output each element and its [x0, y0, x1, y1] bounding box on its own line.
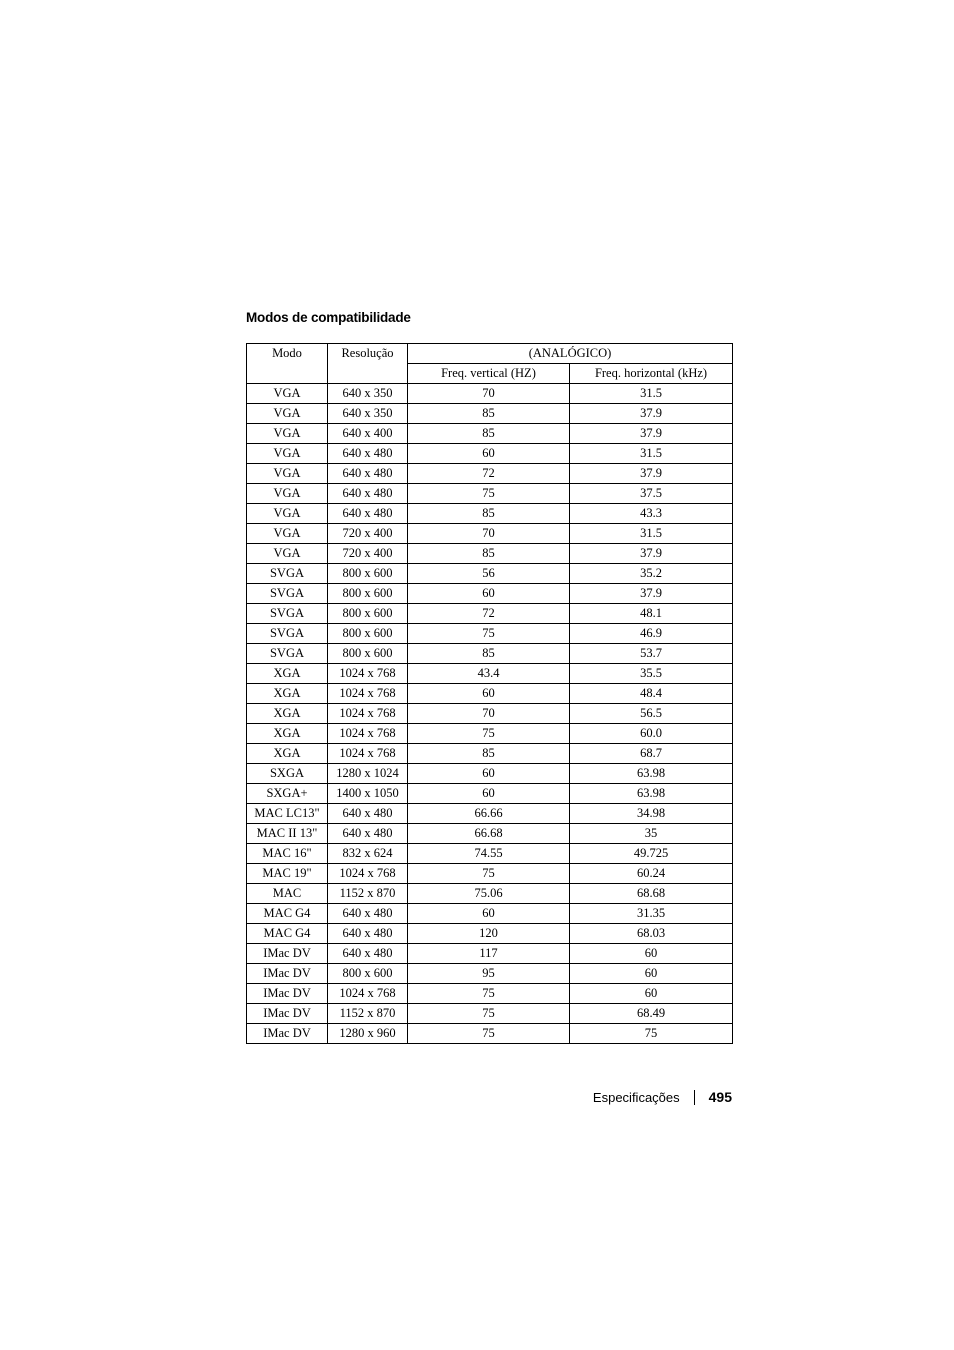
cell-resolution: 640 x 350 [328, 404, 408, 424]
cell-mode: SVGA [247, 604, 328, 624]
cell-vertical-freq: 60 [408, 784, 570, 804]
cell-mode: MAC G4 [247, 904, 328, 924]
cell-horizontal-freq: 75 [570, 1024, 733, 1044]
cell-vertical-freq: 60 [408, 684, 570, 704]
cell-resolution: 720 x 400 [328, 544, 408, 564]
cell-vertical-freq: 85 [408, 744, 570, 764]
header-horizontal-freq: Freq. horizontal (kHz) [570, 364, 733, 384]
cell-horizontal-freq: 37.9 [570, 584, 733, 604]
section-title: Modos de compatibilidade [246, 310, 411, 325]
table-row [247, 824, 733, 844]
table-row [247, 404, 733, 424]
header-analog-group: (ANALÓGICO) [408, 344, 733, 364]
cell-resolution: 640 x 480 [328, 504, 408, 524]
table-row [247, 904, 733, 924]
cell-resolution: 1024 x 768 [328, 744, 408, 764]
cell-vertical-freq: 75 [408, 724, 570, 744]
cell-horizontal-freq: 31.5 [570, 444, 733, 464]
table-row [247, 944, 733, 964]
cell-horizontal-freq: 53.7 [570, 644, 733, 664]
cell-mode: SVGA [247, 584, 328, 604]
cell-horizontal-freq: 48.1 [570, 604, 733, 624]
cell-vertical-freq: 60 [408, 584, 570, 604]
cell-resolution: 800 x 600 [328, 604, 408, 624]
cell-mode: VGA [247, 424, 328, 444]
cell-vertical-freq: 95 [408, 964, 570, 984]
cell-vertical-freq: 70 [408, 704, 570, 724]
cell-horizontal-freq: 60 [570, 964, 733, 984]
cell-horizontal-freq: 43.3 [570, 504, 733, 524]
cell-vertical-freq: 75.06 [408, 884, 570, 904]
cell-mode: VGA [247, 544, 328, 564]
cell-horizontal-freq: 60 [570, 944, 733, 964]
cell-vertical-freq: 85 [408, 544, 570, 564]
cell-vertical-freq: 120 [408, 924, 570, 944]
table-body [247, 384, 733, 1044]
cell-resolution: 800 x 600 [328, 964, 408, 984]
cell-resolution: 640 x 480 [328, 924, 408, 944]
cell-mode: IMac DV [247, 984, 328, 1004]
cell-vertical-freq: 70 [408, 524, 570, 544]
cell-resolution: 1024 x 768 [328, 984, 408, 1004]
table-row [247, 504, 733, 524]
cell-vertical-freq: 75 [408, 1024, 570, 1044]
cell-vertical-freq: 85 [408, 404, 570, 424]
table-row [247, 564, 733, 584]
cell-resolution: 800 x 600 [328, 584, 408, 604]
cell-resolution: 800 x 600 [328, 564, 408, 584]
cell-horizontal-freq: 37.9 [570, 544, 733, 564]
cell-mode: SXGA+ [247, 784, 328, 804]
table-row [247, 724, 733, 744]
footer-section-name: Especificações [592, 1089, 680, 1105]
cell-horizontal-freq: 31.5 [570, 524, 733, 544]
cell-vertical-freq: 75 [408, 984, 570, 1004]
cell-mode: VGA [247, 404, 328, 424]
cell-resolution: 1152 x 870 [328, 1004, 408, 1024]
cell-resolution: 800 x 600 [328, 624, 408, 644]
table-row [247, 1004, 733, 1024]
table-row [247, 644, 733, 664]
cell-vertical-freq: 72 [408, 604, 570, 624]
cell-resolution: 1400 x 1050 [328, 784, 408, 804]
cell-vertical-freq: 60 [408, 904, 570, 924]
cell-resolution: 720 x 400 [328, 524, 408, 544]
cell-mode: VGA [247, 504, 328, 524]
cell-mode: MAC [247, 884, 328, 904]
cell-vertical-freq: 75 [408, 1004, 570, 1024]
cell-resolution: 640 x 480 [328, 904, 408, 924]
cell-vertical-freq: 85 [408, 504, 570, 524]
cell-vertical-freq: 43.4 [408, 664, 570, 684]
header-mode: Modo [247, 344, 328, 384]
cell-resolution: 640 x 480 [328, 944, 408, 964]
table-row [247, 704, 733, 724]
cell-resolution: 640 x 350 [328, 384, 408, 404]
cell-resolution: 800 x 600 [328, 644, 408, 664]
cell-resolution: 1280 x 960 [328, 1024, 408, 1044]
cell-resolution: 640 x 480 [328, 464, 408, 484]
cell-horizontal-freq: 37.9 [570, 404, 733, 424]
cell-horizontal-freq: 56.5 [570, 704, 733, 724]
cell-mode: IMac DV [247, 1024, 328, 1044]
cell-horizontal-freq: 68.7 [570, 744, 733, 764]
table-row [247, 864, 733, 884]
cell-mode: MAC LC13" [247, 804, 328, 824]
cell-mode: XGA [247, 684, 328, 704]
cell-horizontal-freq: 63.98 [570, 764, 733, 784]
cell-mode: SVGA [247, 644, 328, 664]
cell-resolution: 1024 x 768 [328, 684, 408, 704]
cell-resolution: 1024 x 768 [328, 864, 408, 884]
cell-resolution: 640 x 480 [328, 824, 408, 844]
cell-vertical-freq: 75 [408, 484, 570, 504]
table-row [247, 384, 733, 404]
cell-vertical-freq: 85 [408, 644, 570, 664]
cell-vertical-freq: 74.55 [408, 844, 570, 864]
cell-horizontal-freq: 49.725 [570, 844, 733, 864]
table-row [247, 544, 733, 564]
cell-vertical-freq: 60 [408, 764, 570, 784]
cell-mode: MAC 19" [247, 864, 328, 884]
cell-resolution: 640 x 480 [328, 444, 408, 464]
cell-resolution: 640 x 480 [328, 804, 408, 824]
cell-horizontal-freq: 46.9 [570, 624, 733, 644]
cell-mode: XGA [247, 704, 328, 724]
table-row [247, 444, 733, 464]
cell-resolution: 832 x 624 [328, 844, 408, 864]
table-row [247, 624, 733, 644]
cell-resolution: 1024 x 768 [328, 664, 408, 684]
cell-resolution: 1024 x 768 [328, 704, 408, 724]
table-row [247, 524, 733, 544]
cell-horizontal-freq: 31.35 [570, 904, 733, 924]
cell-vertical-freq: 70 [408, 384, 570, 404]
table-row [247, 984, 733, 1004]
cell-vertical-freq: 75 [408, 864, 570, 884]
cell-resolution: 1152 x 870 [328, 884, 408, 904]
cell-resolution: 1280 x 1024 [328, 764, 408, 784]
cell-mode: MAC II 13" [247, 824, 328, 844]
cell-horizontal-freq: 35.2 [570, 564, 733, 584]
table-row [247, 844, 733, 864]
table-row [247, 744, 733, 764]
cell-mode: SXGA [247, 764, 328, 784]
cell-mode: IMac DV [247, 944, 328, 964]
cell-vertical-freq: 72 [408, 464, 570, 484]
table-row [247, 464, 733, 484]
cell-mode: VGA [247, 524, 328, 544]
cell-mode: SVGA [247, 624, 328, 644]
cell-resolution: 640 x 480 [328, 484, 408, 504]
cell-horizontal-freq: 48.4 [570, 684, 733, 704]
page-number: 495 [708, 1089, 732, 1105]
table-row [247, 584, 733, 604]
table-row [247, 764, 733, 784]
cell-mode: XGA [247, 744, 328, 764]
cell-horizontal-freq: 31.5 [570, 384, 733, 404]
cell-horizontal-freq: 34.98 [570, 804, 733, 824]
cell-vertical-freq: 75 [408, 624, 570, 644]
cell-mode: SVGA [247, 564, 328, 584]
cell-horizontal-freq: 60 [570, 984, 733, 1004]
cell-vertical-freq: 56 [408, 564, 570, 584]
cell-mode: VGA [247, 444, 328, 464]
footer-divider [694, 1090, 695, 1105]
table-row [247, 664, 733, 684]
cell-mode: XGA [247, 724, 328, 744]
cell-mode: VGA [247, 484, 328, 504]
cell-horizontal-freq: 68.68 [570, 884, 733, 904]
cell-mode: VGA [247, 384, 328, 404]
table-row [247, 784, 733, 804]
cell-vertical-freq: 66.68 [408, 824, 570, 844]
cell-mode: MAC 16" [247, 844, 328, 864]
cell-horizontal-freq: 68.49 [570, 1004, 733, 1024]
cell-horizontal-freq: 37.9 [570, 424, 733, 444]
table-header-row [247, 344, 733, 364]
cell-horizontal-freq: 60.24 [570, 864, 733, 884]
cell-vertical-freq: 66.66 [408, 804, 570, 824]
cell-vertical-freq: 85 [408, 424, 570, 444]
cell-vertical-freq: 117 [408, 944, 570, 964]
cell-resolution: 1024 x 768 [328, 724, 408, 744]
compatibility-modes-table [246, 343, 733, 1044]
table-row [247, 884, 733, 904]
table-row [247, 804, 733, 824]
table-row [247, 604, 733, 624]
table-row [247, 924, 733, 944]
cell-mode: MAC G4 [247, 924, 328, 944]
header-resolution: Resolução [328, 344, 408, 384]
cell-horizontal-freq: 63.98 [570, 784, 733, 804]
cell-horizontal-freq: 35 [570, 824, 733, 844]
header-vertical-freq: Freq. vertical (HZ) [408, 364, 570, 384]
cell-horizontal-freq: 37.9 [570, 464, 733, 484]
cell-horizontal-freq: 35.5 [570, 664, 733, 684]
cell-vertical-freq: 60 [408, 444, 570, 464]
table-row [247, 484, 733, 504]
cell-mode: IMac DV [247, 1004, 328, 1024]
page-footer [593, 1089, 732, 1105]
cell-horizontal-freq: 60.0 [570, 724, 733, 744]
cell-mode: VGA [247, 464, 328, 484]
cell-mode: IMac DV [247, 964, 328, 984]
table-row [247, 684, 733, 704]
table-row [247, 1024, 733, 1044]
cell-horizontal-freq: 68.03 [570, 924, 733, 944]
cell-horizontal-freq: 37.5 [570, 484, 733, 504]
cell-resolution: 640 x 400 [328, 424, 408, 444]
table-row [247, 424, 733, 444]
cell-mode: XGA [247, 664, 328, 684]
table-row [247, 964, 733, 984]
